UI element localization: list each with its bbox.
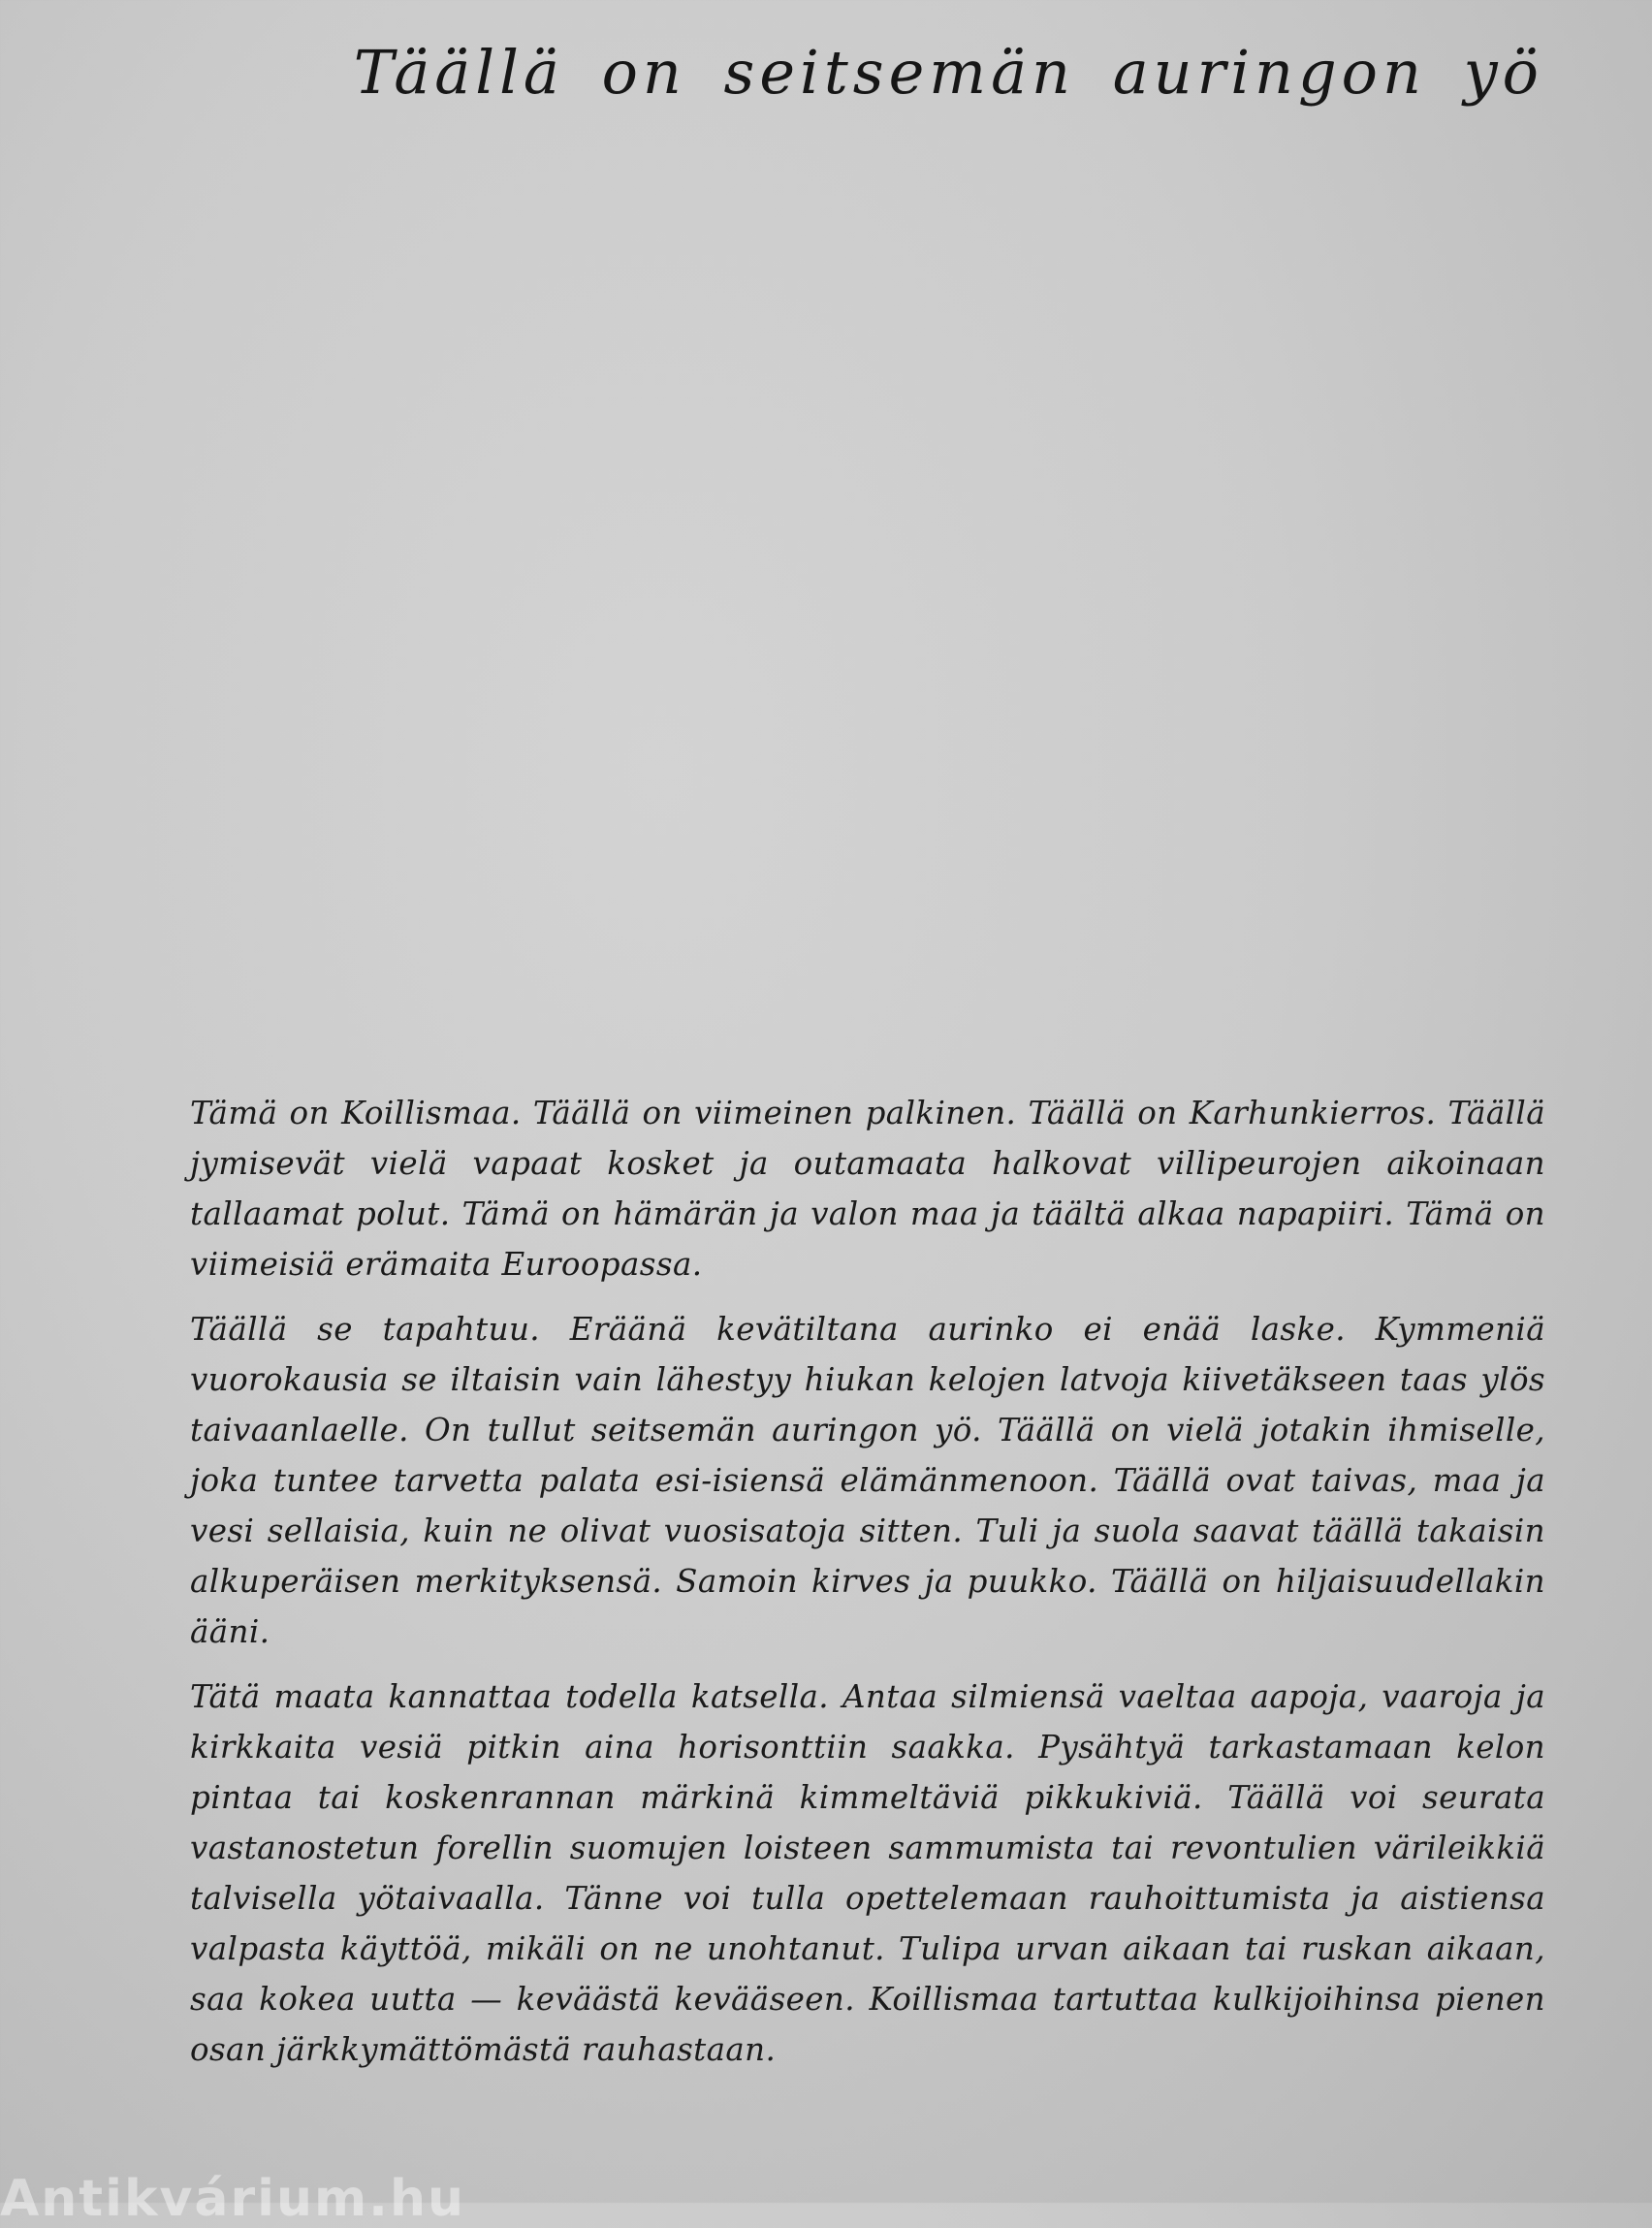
paragraph-1: Tämä on Koillismaa. Täällä on viimeinen palkinen. Täällä on Karhunkierros. Täällä jymisevät vielä vapaat kosket ja outamaata halkovat villipeurojen aikoinaan tallaamat polut. Tämä on hämärän ja valon maa ja täältä alkaa napapiiri. Tämä on viimeisiä erämaita Euroopassa. (190, 1095, 1545, 1283)
watermark: Antikvárium.hu (0, 2170, 465, 2228)
body-text (190, 1088, 1545, 2089)
paragraph-3: Tätä maata kannattaa todella katsella. Antaa silmiensä vaeltaa aapoja, vaaroja ja kirkkaita vesiä pitkin aina horisonttiin saakka. Pysähtyä tarkastamaan kelon pintaa tai koskenrannan märkinä kimmeltäviä pikkukiviä. Täällä voi seurata vastanostetun forellin suomujen loisteen sammumista tai revontulien värileikkiä talvisella yötaivaalla. Tänne voi tulla opettelemaan rauhoittumista ja aistiensa valpasta käyttöä, mikäli on ne unohtanut. Tulipa urvan aikaan tai ruskan aikaan, saa kokea uutta — keväästä kevääseen. Koillismaa tartuttaa kulkijoihinsa pienen osan järkkymättömästä rauhastaan. (190, 1678, 1545, 2068)
paragraph-2: Täällä se tapahtuu. Eräänä kevätiltana aurinko ei enää laske. Kymmeniä vuorokausia se iltaisin vain lähestyy hiukan kelojen latvoja kiivetäkseen taas ylös taivaanlaelle. On tullut seitsemän auringon yö. Täällä on vielä jotakin ihmiselle, joka tuntee tarvetta palata esi-isiensä elämänmenoon. Täällä ovat taivas, maa ja vesi sellaisia, kuin ne olivat vuosisatoja sitten. Tuli ja suola saavat täällä takaisin alkuperäisen merkityksensä. Samoin kirves ja puukko. Täällä on hiljaisuudellakin ääni. (190, 1311, 1545, 1650)
page-title: Täällä on seitsemän auringon yö (353, 37, 1543, 108)
